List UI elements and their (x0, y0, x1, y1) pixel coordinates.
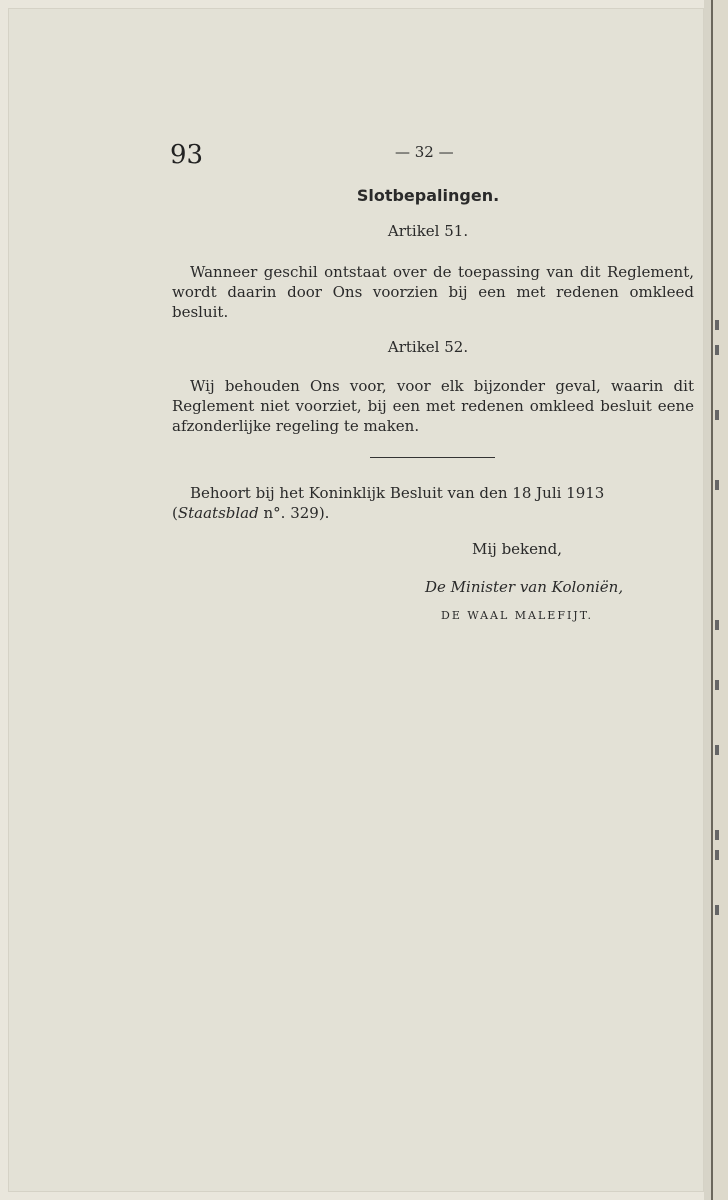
minister-name: DE WAAL MALEFIJT. (441, 609, 593, 622)
divider-rule (370, 457, 495, 458)
folio-number: 93 (170, 140, 204, 170)
edge-mark (715, 320, 719, 330)
decree-reference (172, 483, 694, 523)
edge-mark (715, 905, 719, 915)
staatsblad-number: n°. 329). (263, 504, 330, 522)
article-51-text: Wanneer geschil ontstaat over de toepassing van dit Reglement, wordt daarin door Ons voorzien bij een met redenen omkleed besluit. (172, 263, 694, 321)
acknowledgement: Mij bekend, (472, 540, 563, 558)
minister-title: De Minister van Koloniën, (425, 578, 624, 596)
edge-mark (715, 410, 719, 420)
page-edge (711, 0, 728, 1200)
page-number: — 32 — (395, 143, 454, 161)
edge-mark (715, 680, 719, 690)
edge-mark (715, 345, 719, 355)
article-51-title: Artikel 51. (387, 222, 469, 240)
edge-mark (715, 850, 719, 860)
edge-mark (715, 745, 719, 755)
decree-text: Behoort bij het Koninklijk Besluit van den 18 Juli 1913 (190, 484, 605, 502)
decree-open-paren: ( (172, 504, 178, 522)
edge-mark (715, 620, 719, 630)
article-52-title: Artikel 52. (387, 338, 469, 356)
staatsblad-label: Staatsblad (177, 504, 259, 522)
article-52-text: Wij behouden Ons voor, voor elk bijzonder geval, waarin dit Reglement niet voorziet, bij een met redenen omkleed besluit eene afzonderlijke regeling te maken. (172, 377, 694, 435)
section-heading: Slotbepalingen. (356, 186, 500, 205)
edge-mark (715, 480, 719, 490)
edge-mark (715, 830, 719, 840)
